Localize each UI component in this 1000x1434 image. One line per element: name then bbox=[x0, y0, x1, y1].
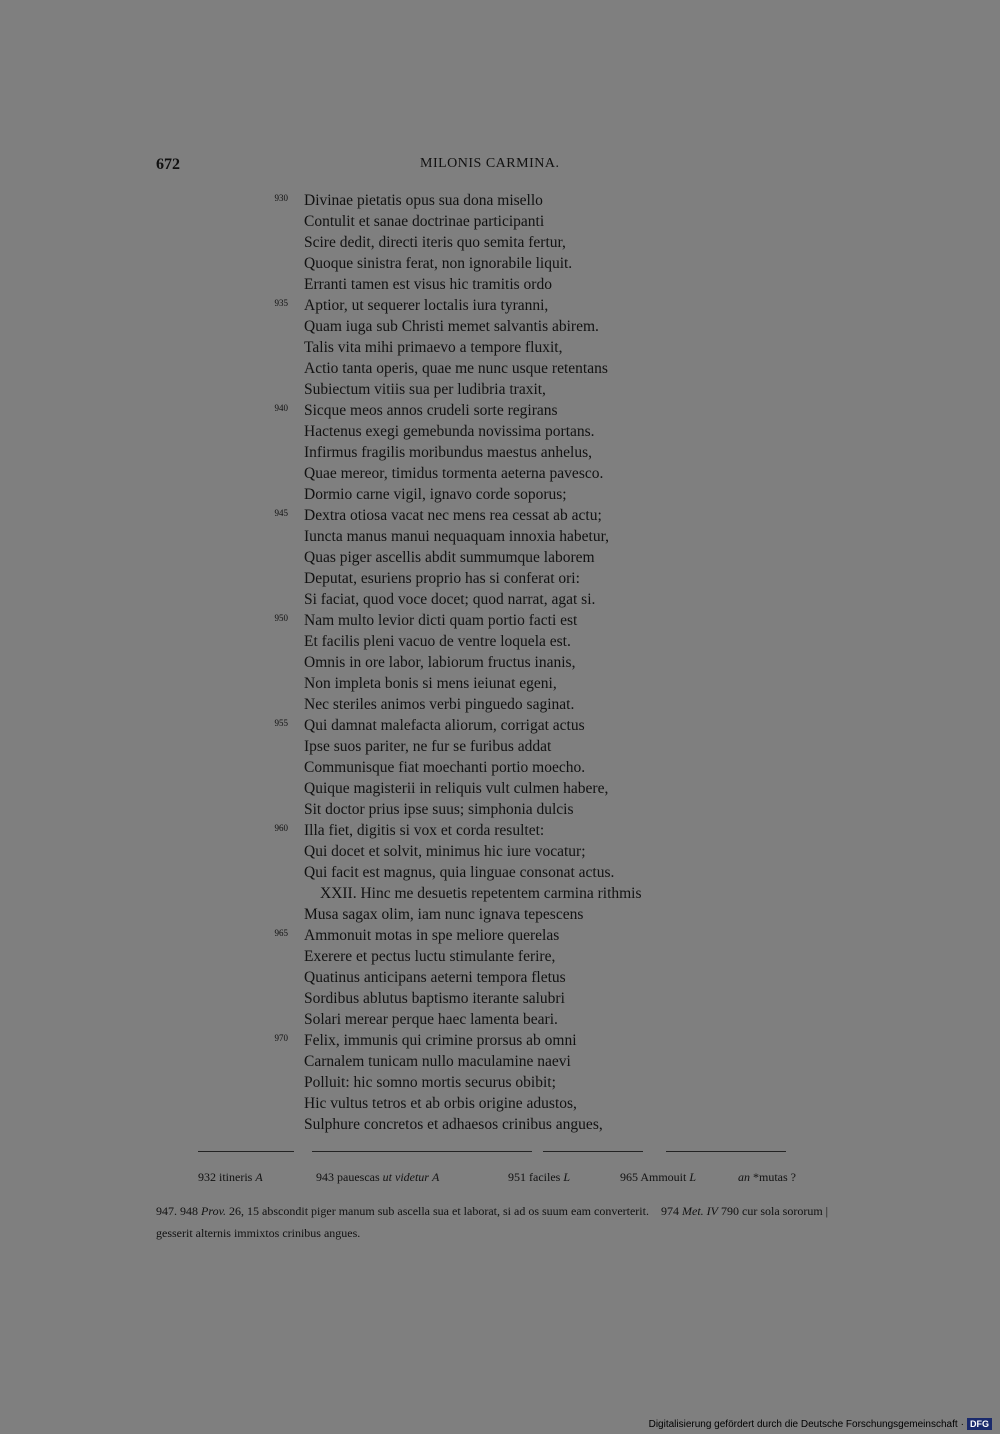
line-text: Ipse suos pariter, ne fur se furibus addat bbox=[304, 738, 552, 755]
line-number: 960 bbox=[274, 823, 288, 833]
line-number: 955 bbox=[274, 718, 288, 728]
line-text: Qui facit est magnus, quia linguae consonat actus. bbox=[304, 864, 615, 881]
poem-line bbox=[0, 757, 1000, 778]
poem-line bbox=[0, 379, 1000, 400]
line-text: Actio tanta operis, quae me nunc usque retentans bbox=[304, 360, 608, 377]
source-notes: 947. 948 Prov. 26, 15 abscondit piger manum sub ascella sua et laborat, si ad os suum eam converterit. 974 Met. IV 790 cur sola sororum | gesserit alternis immixtos crinibus angues. bbox=[156, 1204, 829, 1240]
line-text: Contulit et sanae doctrinae participanti bbox=[304, 213, 545, 230]
line-text: Polluit: hic somno mortis securus obibit; bbox=[304, 1074, 556, 1091]
poem-line bbox=[0, 505, 1000, 526]
poem-line bbox=[0, 883, 1000, 904]
running-title: MILONIS CARMINA. bbox=[420, 156, 560, 171]
line-text: Divinae pietatis opus sua dona misello bbox=[304, 192, 543, 209]
poem-line bbox=[0, 946, 1000, 967]
poem bbox=[0, 190, 1000, 1135]
poem-line bbox=[0, 484, 1000, 505]
line-number: 935 bbox=[274, 298, 288, 308]
line-text: Ammonuit motas in spe meliore querelas bbox=[304, 927, 560, 944]
line-text: Aptior, ut sequerer loctalis iura tyranni, bbox=[304, 297, 549, 314]
poem-line bbox=[0, 841, 1000, 862]
line-text: Felix, immunis qui crimine prorsus ab omni bbox=[304, 1032, 577, 1049]
poem-line bbox=[0, 1072, 1000, 1093]
line-text: Si faciat, quod voce docet; quod narrat, agat si. bbox=[304, 591, 596, 608]
line-text: Carnalem tunicam nullo maculamine naevi bbox=[304, 1053, 571, 1070]
footnote-rule bbox=[198, 1151, 788, 1153]
line-text: Sicque meos annos crudeli sorte regirans bbox=[304, 402, 558, 419]
poem-line bbox=[0, 337, 1000, 358]
poem-line bbox=[0, 358, 1000, 379]
line-text: Sulphure concretos et adhaesos crinibus angues, bbox=[304, 1116, 603, 1133]
line-text: Quam iuga sub Christi memet salvantis abirem. bbox=[304, 318, 599, 335]
line-text: Musa sagax olim, iam nunc ignava tepescens bbox=[304, 906, 584, 923]
line-text: Nec steriles animos verbi pinguedo saginat. bbox=[304, 696, 575, 713]
line-number: 965 bbox=[274, 928, 288, 938]
poem-line bbox=[0, 799, 1000, 820]
line-number: 950 bbox=[274, 613, 288, 623]
poem-line bbox=[0, 589, 1000, 610]
poem-line bbox=[0, 274, 1000, 295]
poem-line bbox=[0, 715, 1000, 736]
line-text: Non impleta bonis si mens ieiunat egeni, bbox=[304, 675, 557, 692]
line-text: Hactenus exegi gemebunda novissima portans. bbox=[304, 423, 595, 440]
poem-line bbox=[0, 547, 1000, 568]
line-number: 970 bbox=[274, 1033, 288, 1043]
line-text: Infirmus fragilis moribundus maestus anhelus, bbox=[304, 444, 592, 461]
line-text: Et facilis pleni vacuo de ventre loquela est. bbox=[304, 633, 571, 650]
poem-line bbox=[0, 190, 1000, 211]
poem-line bbox=[0, 1030, 1000, 1051]
poem-line bbox=[0, 820, 1000, 841]
poem-line bbox=[0, 862, 1000, 883]
line-number: 940 bbox=[274, 403, 288, 413]
poem-line bbox=[0, 631, 1000, 652]
poem-line bbox=[0, 1114, 1000, 1135]
line-text: Dextra otiosa vacat nec mens rea cessat ab actu; bbox=[304, 507, 602, 524]
poem-line bbox=[0, 568, 1000, 589]
line-text: Talis vita mihi primaevo a tempore fluxit, bbox=[304, 339, 563, 356]
poem-line bbox=[0, 526, 1000, 547]
line-text: Quatinus anticipans aeterni tempora fletus bbox=[304, 969, 566, 986]
dfg-logo: DFG bbox=[967, 1418, 992, 1430]
poem-line bbox=[0, 1093, 1000, 1114]
poem-line bbox=[0, 925, 1000, 946]
poem-line bbox=[0, 652, 1000, 673]
line-text: Qui docet et solvit, minimus hic iure vocatur; bbox=[304, 843, 586, 860]
line-text: Scire dedit, directi iteris quo semita fertur, bbox=[304, 234, 566, 251]
line-number: 945 bbox=[274, 508, 288, 518]
line-text: Quique magisterii in reliquis vult culmen habere, bbox=[304, 780, 609, 797]
line-text: Nam multo levior dicti quam portio facti est bbox=[304, 612, 578, 629]
poem-line bbox=[0, 316, 1000, 337]
poem-line bbox=[0, 442, 1000, 463]
line-text: Sit doctor prius ipse suus; simphonia dulcis bbox=[304, 801, 574, 818]
line-text: Exerere et pectus luctu stimulante ferire, bbox=[304, 948, 556, 965]
line-text: Omnis in ore labor, labiorum fructus inanis, bbox=[304, 654, 576, 671]
line-text: Erranti tamen est visus hic tramitis ordo bbox=[304, 276, 552, 293]
line-text: Qui damnat malefacta aliorum, corrigat actus bbox=[304, 717, 585, 734]
poem-line bbox=[0, 211, 1000, 232]
line-text: Quae mereor, timidus tormenta aeterna pavesco. bbox=[304, 465, 604, 482]
poem-line bbox=[0, 610, 1000, 631]
line-text: XXII. Hinc me desuetis repetentem carmina rithmis bbox=[320, 885, 642, 902]
poem-line bbox=[0, 904, 1000, 925]
line-text: Iuncta manus manui nequaquam innoxia habetur, bbox=[304, 528, 609, 545]
line-text: Subiectum vitiis sua per ludibria traxit, bbox=[304, 381, 546, 398]
poem-line bbox=[0, 1051, 1000, 1072]
page-number: 672 bbox=[156, 156, 180, 173]
line-text: Hic vultus tetros et ab orbis origine adustos, bbox=[304, 1095, 577, 1112]
poem-line bbox=[0, 673, 1000, 694]
poem-line bbox=[0, 736, 1000, 757]
poem-line bbox=[0, 253, 1000, 274]
line-text: Deputat, esuriens proprio has si conferat ori: bbox=[304, 570, 580, 587]
poem-line bbox=[0, 400, 1000, 421]
line-number: 930 bbox=[274, 193, 288, 203]
poem-line bbox=[0, 421, 1000, 442]
line-text: Communisque fiat moechanti portio moecho. bbox=[304, 759, 586, 776]
poem-line bbox=[0, 295, 1000, 316]
line-text: Illa fiet, digitis si vox et corda resultet: bbox=[304, 822, 545, 839]
line-text: Quoque sinistra ferat, non ignorabile liquit. bbox=[304, 255, 573, 272]
poem-line bbox=[0, 1009, 1000, 1030]
poem-line bbox=[0, 463, 1000, 484]
line-text: Solari merear perque haec lamenta beari. bbox=[304, 1011, 558, 1028]
line-text: Dormio carne vigil, ignavo corde soporus; bbox=[304, 486, 567, 503]
poem-line bbox=[0, 988, 1000, 1009]
poem-line bbox=[0, 967, 1000, 988]
line-text: Quas piger ascellis abdit summumque laborem bbox=[304, 549, 595, 566]
poem-line bbox=[0, 694, 1000, 715]
poem-line bbox=[0, 232, 1000, 253]
footer-credit: Digitalisierung gefördert durch die Deutsche Forschungsgemeinschaft · DFG bbox=[649, 1418, 992, 1430]
poem-line bbox=[0, 778, 1000, 799]
line-text: Sordibus ablutus baptismo iterante salubri bbox=[304, 990, 565, 1007]
